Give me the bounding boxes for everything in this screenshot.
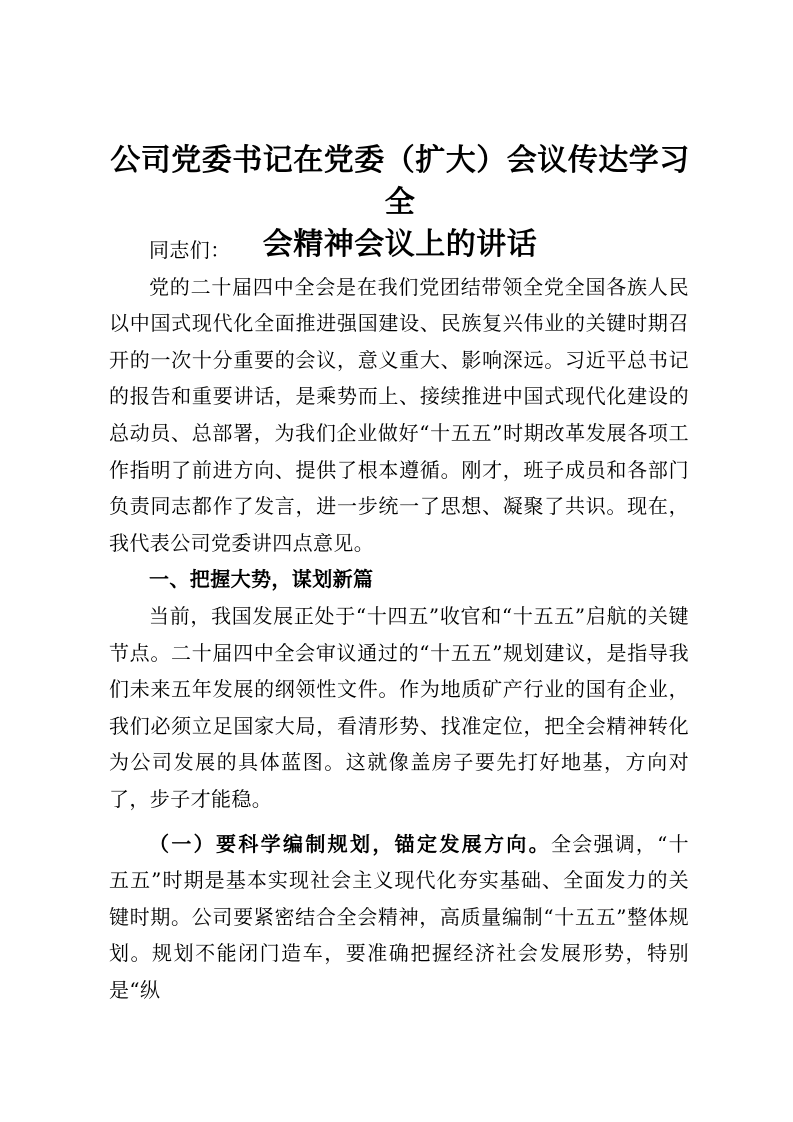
subsection-1-text: 全会强调，“十五五”时期是基本实现社会主义现代化夯实基础、全面发力的关键时期。公司要紧密结合全会精神，高质量编制“十五五”整体规划。规划不能闭门造车，要准确把握经济社会发展形势，特别是“纵 xyxy=(109,831,690,1002)
paragraph-intro: 党的二十届四中全会是在我们党团结带领全党全国各族人民以中国式现代化全面推进强国建设、民族复兴伟业的关键时期召开的一次十分重要的会议，意义重大、影响深远。习近平总书记的报告和重要讲话，是乘势而上、接续推进中国式现代化建设的总动员、总部署，为我们企业做好“十五五”时期改革发展各项工作指明了前进方向、提供了根本遵循。刚才，班子成员和各部门负责同志都作了发言，进一步统一了思想、凝聚了共识。现在，我代表公司党委讲四点意见。 xyxy=(109,274,689,555)
title-line-2: 会精神会议上的讲话 xyxy=(262,227,538,262)
document-body xyxy=(109,232,689,1008)
paragraph-situation: 当前，我国发展正处于“十四五”收官和“十五五”启航的关键节点。二十届四中全会审议通过的“十五五”规划建议，是指导我们未来五年发展的纲领性文件。作为地质矿产行业的国有企业，我们必须立足国家大局，看清形势、找准定位，把全会精神转化为公司发展的具体蓝图。这就像盖房子要先打好地基，方向对了，步子才能稳。 xyxy=(109,603,689,811)
title-line-1: 公司党委书记在党委（扩大）会议传达学习全 xyxy=(110,143,690,220)
salutation: 同志们： xyxy=(149,238,231,262)
subsection-1 xyxy=(109,826,689,1009)
section-heading-1: 一、把握大势，谋划新篇 xyxy=(149,567,374,592)
subsection-1-lead: （一）要科学编制规划，锚定发展方向。 xyxy=(149,831,551,856)
